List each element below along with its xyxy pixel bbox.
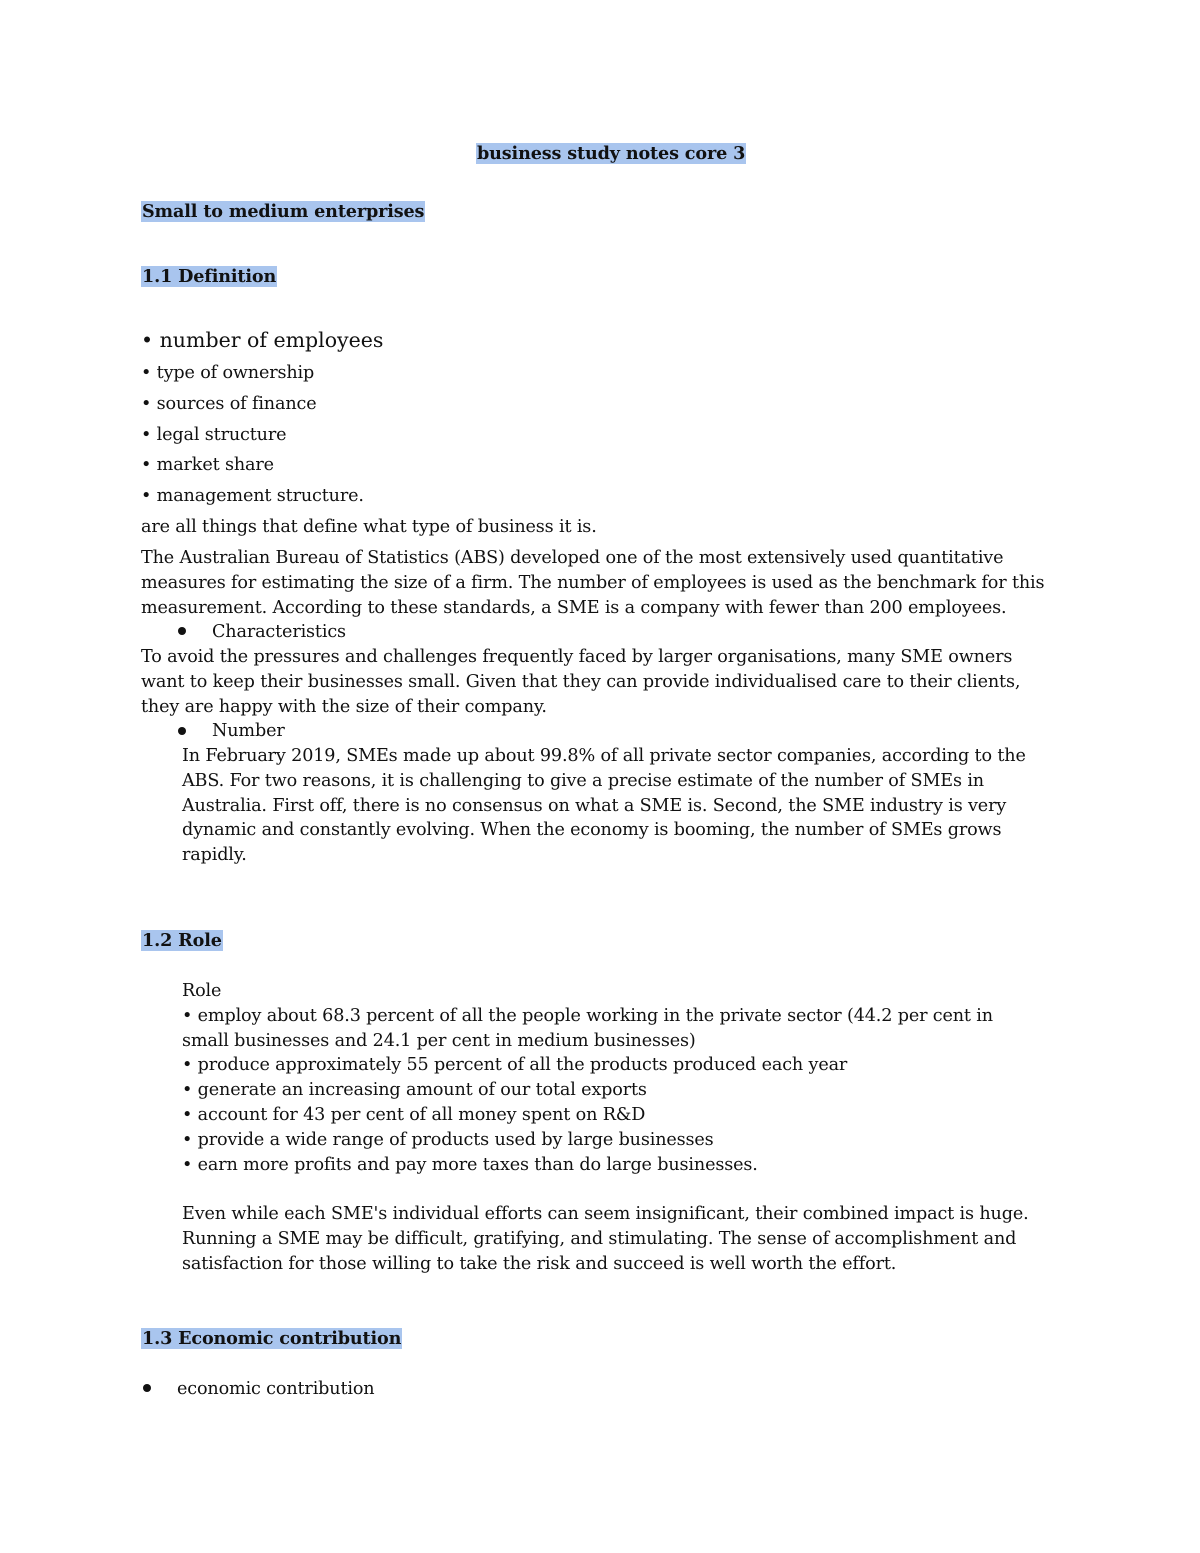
role-label: Role	[182, 981, 222, 1001]
role-bullet: • earn more profits and pay more taxes than do large businesses.	[182, 1155, 758, 1175]
definition-bullet: • legal structure	[141, 425, 287, 445]
document-title-text: business study notes core 3	[477, 143, 746, 164]
definition-bullet: • type of ownership	[141, 363, 315, 383]
role-bullet: • employ about 68.3 percent of all the people working in the private sector (44.2 per cent in small businesses and 24.1 per cent in medium businesses)	[182, 1006, 993, 1051]
definition-bullet: • number of employees	[141, 328, 384, 352]
heading-economic-contribution	[141, 1327, 402, 1352]
abs-paragraph: The Australian Bureau of Statistics (ABS) developed one of the most extensively used quantitative measures for estimating the size of a firm. The number of employees is used as the benchmark for this measurement. According to these standards, a SME is a company with fewer than 200 employees.	[141, 548, 1045, 618]
definition-bullet: • market share	[141, 455, 274, 475]
section-heading	[141, 200, 425, 225]
role-closing-paragraph: Even while each SME's individual efforts can seem insignificant, their combined impact is huge. Running a SME may be difficult, gratifying, and stimulating. The sense of accomplishment and satisfaction for those willing to take the risk and succeed is well worth the effort.	[182, 1204, 1029, 1274]
number-label: Number	[212, 721, 285, 741]
bullet-dot-icon	[178, 627, 186, 635]
definition-bullet: • management structure.	[141, 486, 364, 506]
bullet-dot-icon	[143, 1384, 151, 1392]
heading-definition	[141, 265, 277, 290]
section-heading-text: Small to medium enterprises	[142, 201, 425, 222]
document-title	[476, 142, 746, 167]
role-bullet: • produce approximately 55 percent of all the products produced each year	[182, 1055, 848, 1075]
bullet-dot-icon	[178, 727, 186, 735]
heading-economic-contribution-text: 1.3 Economic contribution	[142, 1328, 402, 1349]
characteristics-paragraph: To avoid the pressures and challenges frequently faced by larger organisations, many SME owners want to keep their businesses small. Given that they can provide individualised care to their clients, they are happy with the size of their company.	[141, 647, 1021, 717]
heading-role-text: 1.2 Role	[142, 930, 222, 951]
economic-contribution-bullet: economic contribution	[177, 1379, 375, 1399]
characteristics-label: Characteristics	[212, 622, 346, 642]
definition-closing: are all things that define what type of business it is.	[141, 517, 597, 537]
definition-bullet: • sources of finance	[141, 394, 317, 414]
role-bullet: • generate an increasing amount of our total exports	[182, 1080, 647, 1100]
number-paragraph: In February 2019, SMEs made up about 99.8% of all private sector companies, according to the ABS. For two reasons, it is challenging to give a precise estimate of the number of SMEs in Australia. First off, there is no consensus on what a SME is. Second, the SME industry is very dynamic and constantly evolving. When the economy is booming, the number of SMEs grows rapidly.	[182, 746, 1026, 866]
role-bullet: • account for 43 per cent of all money spent on R&D	[182, 1105, 646, 1125]
heading-role	[141, 929, 223, 954]
heading-definition-text: 1.1 Definition	[142, 266, 277, 287]
role-bullet: • provide a wide range of products used by large businesses	[182, 1130, 714, 1150]
